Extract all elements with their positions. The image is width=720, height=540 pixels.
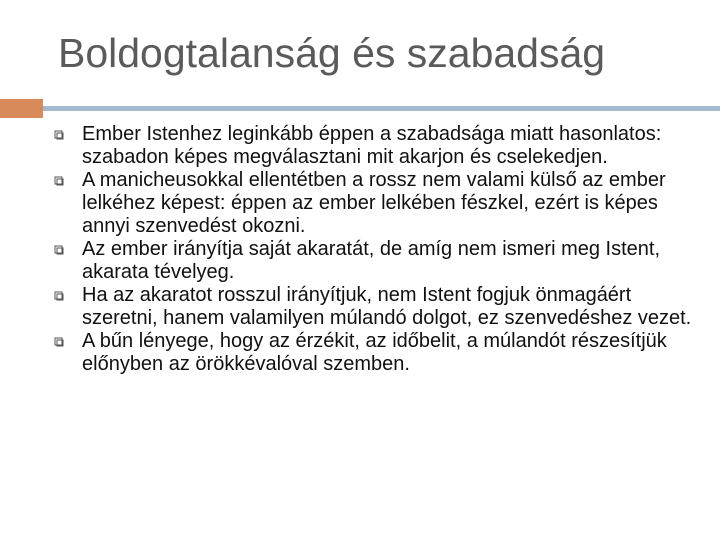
bullet-item — [54, 238, 694, 284]
square-outline-bullet-icon — [54, 337, 64, 347]
square-outline-bullet-icon — [54, 291, 64, 301]
square-outline-bullet-icon — [54, 245, 64, 255]
bullet-list — [54, 123, 694, 376]
square-outline-bullet-icon — [54, 176, 64, 186]
slide-title: Boldogtalanság és szabadság — [58, 30, 606, 76]
title-divider-line — [43, 106, 720, 111]
bullet-text: A manicheusokkal ellentétben a rossz nem valami külső az ember lelkéhez képest: éppen az ember lelkében fészkel, ezért is képes annyi szenvedést okozni. — [82, 169, 666, 237]
bullet-item — [54, 169, 694, 238]
bullet-item — [54, 123, 694, 169]
bullet-item — [54, 284, 694, 330]
square-outline-bullet-icon — [54, 130, 64, 140]
bullet-text: Ha az akaratot rosszul irányítjuk, nem Istent fogjuk önmagáért szeretni, hanem valamilyen múlandó dolgot, ez szenvedéshez vezet. — [82, 284, 692, 329]
title-accent-bar — [0, 99, 43, 118]
bullet-text: A bűn lényege, hogy az érzékit, az időbelit, a múlandót részesítjük előnyben az örökkévalóval szemben. — [82, 330, 667, 375]
bullet-text: Ember Istenhez leginkább éppen a szabadsága miatt hasonlatos: szabadon képes megválasztani mit akarjon és cselekedjen. — [82, 123, 662, 168]
bullet-text: Az ember irányítja saját akaratát, de amíg nem ismeri meg Istent, akarata tévelyeg. — [82, 238, 661, 283]
bullet-item — [54, 330, 694, 376]
